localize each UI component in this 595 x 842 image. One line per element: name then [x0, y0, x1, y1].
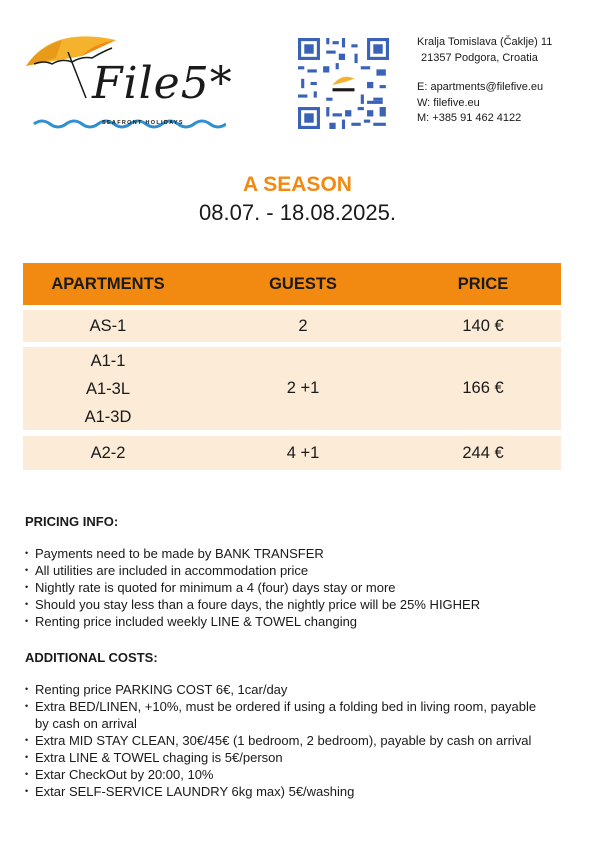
apartment-names — [23, 347, 193, 430]
mobile-phone: M: +385 91 462 4122 — [417, 112, 522, 124]
web-link[interactable]: W: filefive.eu — [417, 96, 480, 109]
email-link[interactable]: E: apartments@filefive.eu — [417, 81, 544, 93]
address-line-1: Kralja Tomislava (Čaklje) 11 — [417, 36, 553, 48]
header-guests: GUESTS — [269, 274, 337, 293]
season-dates: 08.07. - 18.08.2025. — [199, 200, 396, 225]
pricing-info-section — [25, 513, 545, 530]
list-item: • Nightly rate is quoted for minimum a 4 (four) days stay or more — [25, 579, 545, 596]
pricing-info-list — [25, 545, 545, 630]
list-item: • Renting price included weekly LINE & TOWEL changing — [25, 613, 545, 630]
price-table-header — [23, 263, 561, 305]
list-item: • Payments need to be made by BANK TRANSFER — [25, 545, 545, 562]
price-value: 166 € — [462, 379, 504, 397]
table-row — [23, 347, 561, 430]
additional-costs-section — [25, 649, 545, 666]
header-price: PRICE — [457, 274, 509, 293]
list-item: • All utilities are included in accommodation price — [25, 562, 545, 579]
table-row — [23, 436, 561, 470]
address-line-2: 21357 Podgora, Croatia — [421, 51, 538, 64]
list-item: • Extra LINE & TOWEL chaging is 5€/person — [25, 749, 545, 766]
apartment-name: A1-3L — [85, 379, 131, 398]
apartment-name: AS-1 — [89, 316, 127, 335]
price-value: 244 € — [462, 443, 504, 462]
apartment-name: A1-3D — [84, 407, 132, 426]
contact-block — [417, 35, 552, 127]
guests-value: 2 — [298, 316, 308, 335]
additional-costs-heading: ADDITIONAL COSTS: — [25, 650, 158, 665]
table-row — [23, 310, 561, 342]
list-item: • Extar CheckOut by 20:00, 10% — [25, 766, 545, 783]
list-item: • Should you stay less than a foure days, the nightly price will be 25% HIGHER — [25, 596, 545, 613]
price-value: 140 € — [462, 316, 504, 335]
list-item: • Renting price PARKING COST 6€, 1car/day — [25, 681, 545, 698]
guests-value: 2 +1 — [286, 379, 320, 397]
season-title: A SEASON — [243, 173, 352, 196]
brand-tagline: SEAFRONT HOLIDAYS — [102, 120, 184, 126]
list-item: • Extar SELF-SERVICE LAUNDRY 6kg max) 5€/washing — [25, 783, 545, 800]
qr-code-icon — [298, 38, 389, 129]
guests-value: 4 +1 — [286, 443, 320, 462]
list-item: • Extra MID STAY CLEAN, 30€/45€ (1 bedroom, 2 bedroom), payable by cash on arrival — [25, 732, 545, 749]
pricing-info-heading: PRICING INFO: — [25, 514, 119, 529]
brand-logo — [22, 26, 233, 132]
list-item: • Extra BED/LINEN, +10%, must be ordered if using a folding bed in living room, payable by cash on arrival — [25, 698, 545, 732]
additional-costs-list — [25, 681, 545, 800]
apartment-name: A1-1 — [90, 351, 126, 370]
brand-name: File5* — [92, 58, 233, 109]
header-apartments: APARTMENTS — [51, 274, 165, 293]
apartment-name: A2-2 — [90, 443, 126, 462]
